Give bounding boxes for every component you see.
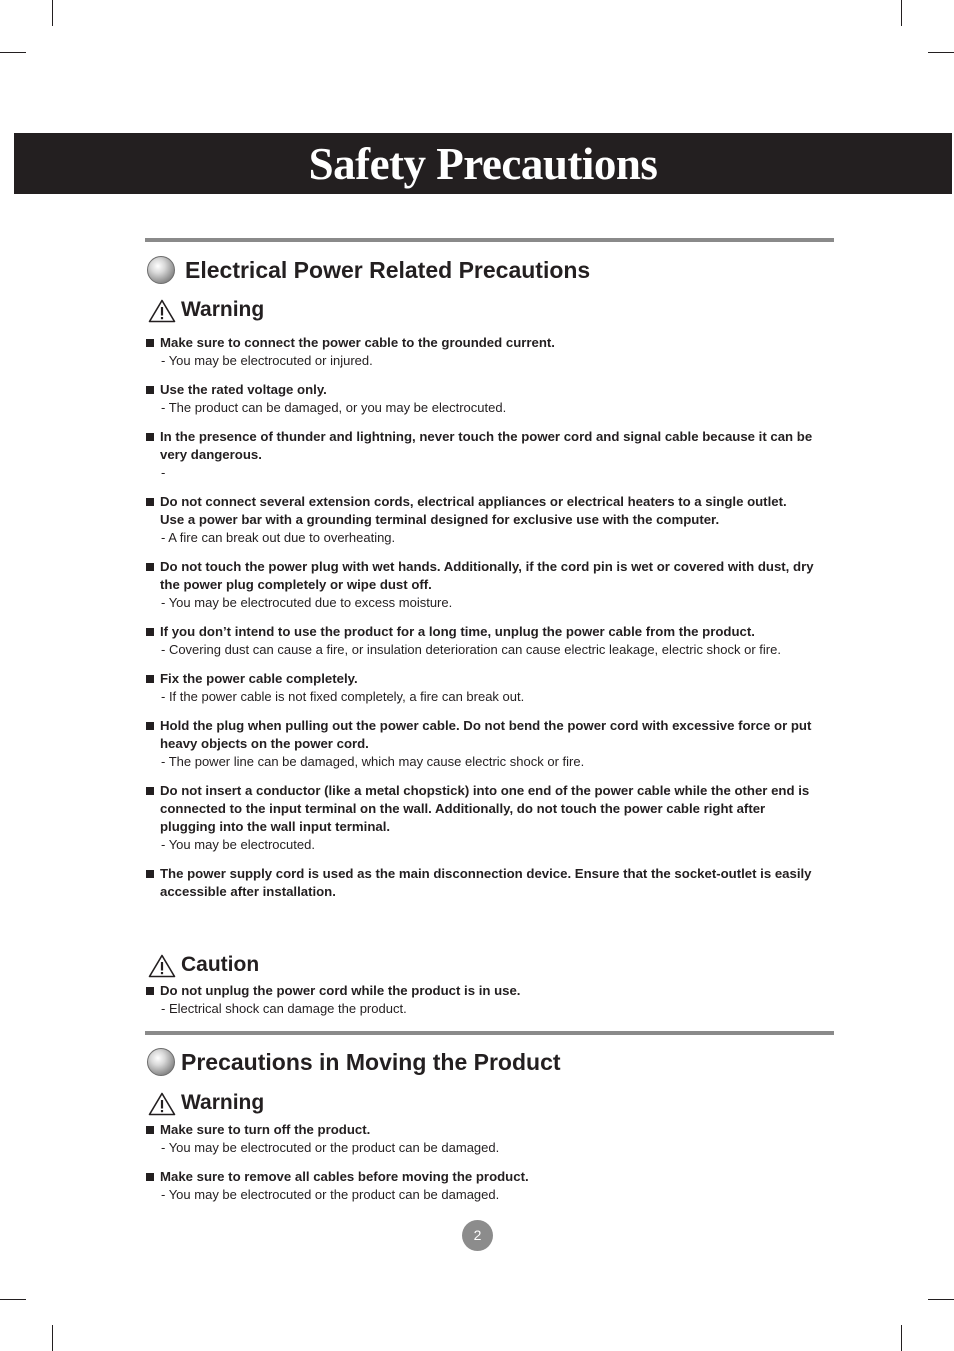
- square-bullet-icon: [146, 433, 154, 441]
- item-text: Do not touch the power plug with wet hands. Additionally, if the cord pin is wet or covered with dust, dry the power plug completely or wipe dust off.: [160, 559, 814, 592]
- item-consequence: - You may be electrocuted or the product can be damaged.: [161, 1140, 500, 1155]
- item-text: Make sure to remove all cables before moving the product.: [160, 1169, 529, 1184]
- item-consequence: - Electrical shock can damage the product.: [161, 1001, 407, 1016]
- item-text: Fix the power cable completely.: [160, 671, 358, 686]
- square-bullet-icon: [146, 1126, 154, 1134]
- crop-mark: [901, 1325, 902, 1351]
- crop-mark: [0, 52, 26, 53]
- warning-list-moving: [146, 1121, 836, 1215]
- square-bullet-icon: [146, 987, 154, 995]
- item-consequence: - A fire can break out due to overheating.: [161, 530, 396, 545]
- warning-triangle-icon: [148, 299, 176, 323]
- list-item: [146, 717, 836, 771]
- list-item: [146, 1168, 836, 1204]
- item-text: Do not connect several extension cords, electrical appliances or electrical heaters to a single outlet. Use a power bar with a grounding terminal designed for exclusive use with the computer.: [160, 494, 787, 527]
- list-item: [146, 1121, 836, 1157]
- square-bullet-icon: [146, 787, 154, 795]
- crop-mark: [928, 1299, 954, 1300]
- crop-mark: [0, 1299, 26, 1300]
- sphere-bullet-icon: [147, 256, 175, 284]
- item-text: Make sure to connect the power cable to the grounded current.: [160, 335, 555, 350]
- warning-triangle-icon: [148, 954, 176, 978]
- item-consequence: - You may be electrocuted due to excess moisture.: [161, 595, 453, 610]
- item-text: In the presence of thunder and lightning, never touch the power cord and signal cable because it can be very dangerous.: [160, 429, 813, 462]
- item-consequence: - If the power cable is not fixed completely, a fire can break out.: [161, 689, 525, 704]
- caution-label: Caution: [181, 953, 260, 976]
- list-item: [146, 381, 836, 417]
- item-text: Use the rated voltage only.: [160, 382, 327, 397]
- list-item: [146, 428, 836, 482]
- page-title: Safety Precautions: [308, 139, 658, 189]
- crop-mark: [901, 0, 902, 26]
- crop-mark: [928, 52, 954, 53]
- square-bullet-icon: [146, 1173, 154, 1181]
- item-consequence: - You may be electrocuted or injured.: [161, 353, 373, 368]
- list-item: [146, 782, 836, 854]
- section-divider: [145, 238, 834, 242]
- square-bullet-icon: [146, 870, 154, 878]
- crop-mark: [52, 0, 53, 26]
- list-item: [146, 558, 836, 612]
- list-item: [146, 982, 836, 1018]
- square-bullet-icon: [146, 498, 154, 506]
- warning-triangle-icon: [148, 1092, 176, 1116]
- list-item: [146, 865, 836, 901]
- warning-label: Warning: [181, 1091, 265, 1114]
- sphere-bullet-icon: [147, 1048, 175, 1076]
- square-bullet-icon: [146, 675, 154, 683]
- caution-list-electrical: [146, 982, 836, 1029]
- section-title: Electrical Power Related Precautions: [185, 257, 591, 283]
- list-item: [146, 493, 836, 547]
- item-text: Make sure to turn off the product.: [160, 1122, 371, 1137]
- section-title: Precautions in Moving the Product: [181, 1049, 561, 1075]
- square-bullet-icon: [146, 339, 154, 347]
- list-item: [146, 670, 836, 706]
- square-bullet-icon: [146, 386, 154, 394]
- item-text: Do not unplug the power cord while the product is in use.: [160, 983, 521, 998]
- title-bar: [14, 133, 952, 194]
- item-text: Do not insert a conductor (like a metal chopstick) into one end of the power cable while the other end is connected to the input terminal on the wall. Additionally, do not touch the power cable right after plugging into the wall input terminal.: [160, 783, 810, 834]
- page-number-badge: 2: [462, 1220, 493, 1251]
- warning-list-electrical: [146, 334, 836, 912]
- list-item: [146, 623, 836, 659]
- square-bullet-icon: [146, 722, 154, 730]
- item-consequence: -: [161, 465, 166, 480]
- section-divider: [145, 1031, 834, 1035]
- warning-label: Warning: [181, 298, 265, 321]
- item-consequence: - You may be electrocuted or the product can be damaged.: [161, 1187, 500, 1202]
- square-bullet-icon: [146, 563, 154, 571]
- item-text: The power supply cord is used as the main disconnection device. Ensure that the socket-outlet is easily accessible after installation.: [160, 866, 812, 899]
- item-text: Hold the plug when pulling out the power cable. Do not bend the power cord with excessive force or put heavy objects on the power cord.: [160, 718, 812, 751]
- item-consequence: - Covering dust can cause a fire, or insulation deterioration can cause electric leakage, electric shock or fire.: [161, 642, 781, 657]
- item-text: If you don’t intend to use the product for a long time, unplug the power cable from the product.: [160, 624, 755, 639]
- square-bullet-icon: [146, 628, 154, 636]
- item-consequence: - The product can be damaged, or you may be electrocuted.: [161, 400, 507, 415]
- item-consequence: - You may be electrocuted.: [161, 837, 315, 852]
- crop-mark: [52, 1325, 53, 1351]
- item-consequence: - The power line can be damaged, which may cause electric shock or fire.: [161, 754, 585, 769]
- list-item: [146, 334, 836, 370]
